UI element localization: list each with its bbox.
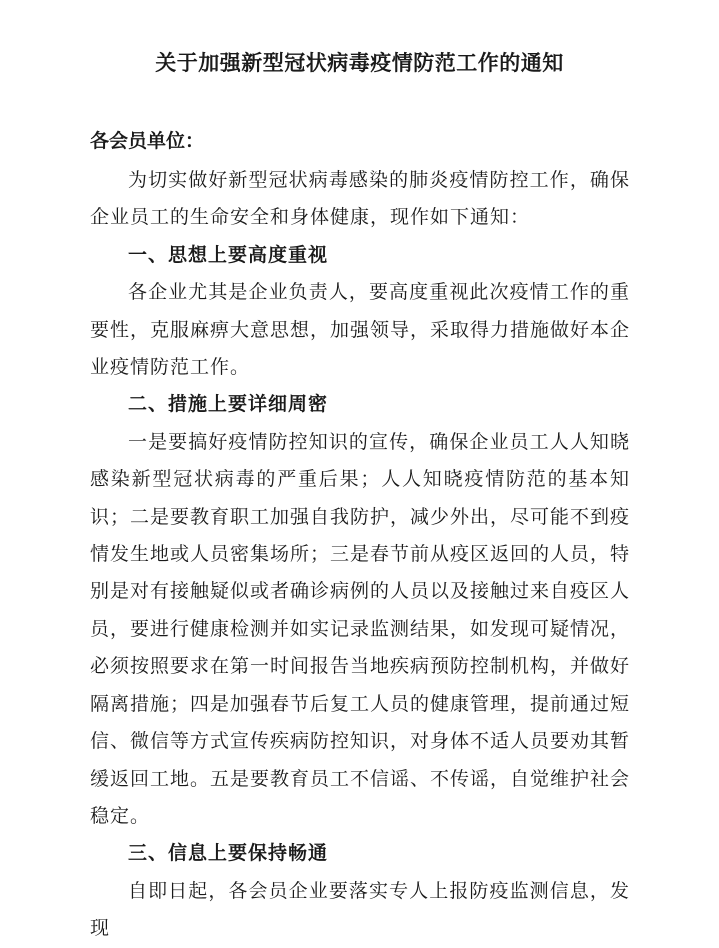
section-heading-1: 一、思想上要高度重视 — [128, 243, 329, 266]
intro-paragraph: 为切实做好新型冠状病毒感染的肺炎疫情防控工作，确保企业员工的生命安全和身体健康，现作如下通知： — [90, 169, 630, 229]
section-heading-3: 三、信息上要保持畅通 — [128, 842, 329, 865]
section-paragraph-2: 一是要搞好疫情防控知识的宣传，确保企业员工人人知晓感染新型冠状病毒的严重后果；人人知晓疫情防范的基本知识；二是要教育职工加强自我防护，减少外出，尽可能不到疫情发生地或人员密集场所；三是春节前从疫区返回的人员，特别是对有接触疑似或者确诊病例的人员以及接触过来自疫区人员，要进行健康检测并如实记录监测结果，如发现可疑情况，必须按照要求在第一时间报告当地疾病预防控制机构，并做好隔离措施；四是加强春节后复工人员的健康管理，提前通过短信、微信等方式宣传疾病防控知识，对身体不适人员要劝其暂缓返回工地。五是要教育员工不信谣、不传谣，自觉维护社会稳定。 — [90, 430, 631, 827]
section-paragraph-1: 各企业尤其是企业负责人，要高度重视此次疫情工作的重要性，克服麻痹大意思想，加强领导，采取得力措施做好本企业疫情防范工作。 — [90, 281, 631, 379]
section-heading-2: 二、措施上要详细周密 — [128, 393, 329, 416]
document-title: 关于加强新型冠状病毒疫情防范工作的通知 — [155, 51, 564, 75]
salutation: 各会员单位： — [90, 130, 205, 152]
section-paragraph-3: 自即日起，各会员企业要落实专人上报防疫监测信息，发现 — [90, 879, 630, 940]
document-body — [90, 162, 630, 948]
